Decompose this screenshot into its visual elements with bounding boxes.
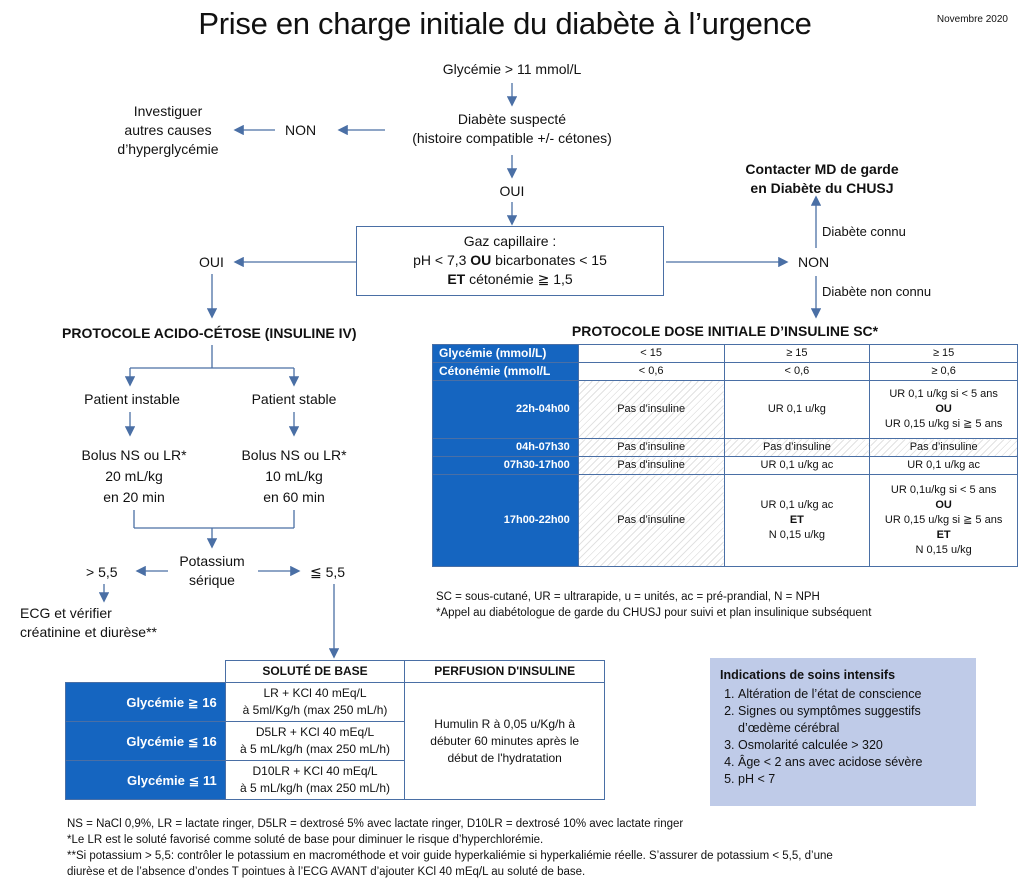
oui-left-label: OUI: [199, 254, 224, 270]
sc-17h-c3-line1: UR 0,1u/kg si < 5 ans: [890, 484, 997, 496]
solute-row1-label: Glycémie ≧ 16: [66, 683, 226, 722]
solute-row2-label: Glycémie ≦ 16: [66, 722, 226, 761]
solute-row3-label: Glycémie ≦ 11: [66, 761, 226, 800]
indication-item: 4. Âge < 2 ans avec acidose sévère: [738, 754, 966, 771]
potassium-serique: [162, 552, 262, 590]
sc-22h-c3-ou: OU: [935, 403, 952, 415]
sc-cetonemie-c3: ≥ 0,6: [870, 363, 1018, 381]
sc-row-glycemie: [433, 345, 1018, 363]
solute-row3-value: [225, 761, 405, 800]
indications-list: [720, 686, 966, 788]
indication-item: 5. pH < 7: [738, 771, 966, 788]
sc-07h30-c3: UR 0,1 u/kg ac: [870, 457, 1018, 475]
k-high-label: > 5,5: [86, 564, 118, 580]
bolus1-line1: Bolus NS ou LR*: [81, 447, 187, 463]
solute-row1-line2: à 5ml/Kg/h (max 250 mL/h): [242, 703, 388, 717]
sc-07h30-c1: Pas d'insuline: [578, 457, 724, 475]
solute-header-perfusion: PERFUSION D'INSULINE: [405, 661, 605, 683]
date-label: Novembre 2020: [936, 14, 1008, 25]
solute-row-1: [66, 683, 605, 722]
sc-note1: SC = sous-cutané, UR = ultrarapide, u = unités, ac = pré-prandial, N = NPH: [436, 591, 820, 603]
bolus-stable: [230, 445, 358, 508]
sc-22h-c1: Pas d’insuline: [578, 381, 724, 439]
gaz-bicarb: bicarbonates < 15: [491, 252, 607, 268]
sc-22h-c3-line1: UR 0,1 u/kg si < 5 ans: [889, 388, 998, 400]
indication-item: 2. Signes ou symptômes suggestifs d’œdème cérébral: [738, 703, 966, 737]
investiguer-text: [105, 102, 231, 159]
sc-04h-c2: Pas d’insuline: [724, 439, 870, 457]
solute-row3-line1: D10LR + KCl 40 mEq/L: [252, 764, 378, 778]
solute-row2-line1: D5LR + KCl 40 mEq/L: [255, 725, 375, 739]
sc-time-04h: 04h-07h30: [433, 439, 579, 457]
sc-04h-c1: Pas d’insuline: [578, 439, 724, 457]
sc-17h-c3-ou: OU: [935, 499, 952, 511]
perfusion-cell: [405, 683, 605, 800]
patient-stable: Patient stable: [251, 391, 337, 407]
perfusion-line2: débuter 60 minutes après le: [430, 733, 580, 748]
sc-22h-c2: UR 0,1 u/kg: [724, 381, 870, 439]
sc-glycemie-c1: < 15: [578, 345, 724, 363]
footnote-4: diurèse et de l’absence d’ondes T pointues à l’ECG AVANT d’ajouter KCl 40 mEq/L au soluté de base.: [67, 866, 586, 878]
footnote-3: **Si potassium > 5,5: contrôler le potassium en macrométhode et voir guide hyperkaliémie si hyperkaliémie réelle. S’assurer de potassium < 5,5, d’une: [67, 850, 833, 862]
k-low-label: ≦ 5,5: [310, 564, 346, 580]
sc-row-17h: [433, 475, 1018, 567]
gaz-line3: [357, 270, 663, 289]
sc-17h-c3: [870, 475, 1018, 567]
sc-17h-c1: Pas d’insuline: [578, 475, 724, 567]
solute-header-base: SOLUTÉ DE BASE: [225, 661, 405, 683]
gaz-line2: [357, 251, 663, 270]
gaz-cetonemie: cétonémie ≧ 1,5: [465, 271, 573, 287]
sc-22h-c3: [870, 381, 1018, 439]
solute-row3-line2: à 5 mL/kg/h (max 250 mL/h): [239, 781, 391, 795]
investiguer-line1: Investiguer: [133, 103, 203, 119]
diabete-suspecte: [380, 110, 644, 148]
potassium-line2: sérique: [189, 572, 235, 588]
contact-line2: en Diabète du CHUSJ: [750, 180, 894, 196]
sc-time-22h: 22h-04h00: [433, 381, 579, 439]
ecg-text: [20, 604, 157, 642]
perfusion-line3: début de l'hydratation: [447, 750, 562, 765]
non-right-label: NON: [798, 254, 830, 270]
sc-glycemie-c2: ≥ 15: [724, 345, 870, 363]
solute-row2-value: [225, 722, 405, 761]
sc-cetonemie-label: Cétonémie (mmol/L: [433, 363, 579, 381]
non-left-label: NON: [285, 122, 317, 138]
suspect-line2: (histoire compatible +/- cétones): [412, 130, 612, 146]
sc-protocol-table: [432, 344, 1018, 567]
investiguer-line3: d’hyperglycémie: [117, 141, 219, 157]
sc-cetonemie-c2: < 0,6: [724, 363, 870, 381]
sc-notes: [436, 589, 871, 621]
solute-table: [65, 660, 605, 800]
sc-time-17h: 17h00-22h00: [433, 475, 579, 567]
solute-header-empty: [66, 661, 226, 683]
sc-17h-c2-line1: UR 0,1 u/kg ac: [760, 499, 834, 511]
contacter-md: [722, 160, 922, 198]
sc-protocol-title: PROTOCOLE DOSE INITIALE D’INSULINE SC*: [571, 323, 879, 339]
diabete-connu-label: Diabète connu: [822, 224, 906, 239]
suspect-line1: Diabète suspecté: [457, 111, 567, 127]
page-title: Prise en charge initiale du diabète à l’urgence: [198, 6, 812, 41]
perfusion-line1: Humulin R à 0,05 u/Kg/h à: [434, 716, 576, 731]
footnote-1: NS = NaCl 0,9%, LR = lactate ringer, D5LR = dextrosé 5% avec lactate ringer, D10LR = dextrosé 10% avec lactate ringer: [67, 818, 684, 830]
investiguer-line2: autres causes: [124, 122, 212, 138]
sc-note2: *Appel au diabétologue de garde du CHUSJ pour suivi et plan insulinique subséquent: [436, 607, 872, 619]
indications-box: [710, 658, 976, 806]
sc-glycemie-c3: ≥ 15: [870, 345, 1018, 363]
potassium-line1: Potassium: [179, 553, 245, 569]
sc-row-07h30: [433, 457, 1018, 475]
bolus2-line2: 10 mL/kg: [265, 468, 323, 484]
gaz-capillaire-box: [356, 226, 664, 296]
ecg-line1: ECG et vérifier: [20, 605, 112, 621]
solute-header-row: [66, 661, 605, 683]
gaz-ph: pH < 7,3: [413, 252, 471, 268]
ecg-line2: créatinine et diurèse**: [20, 624, 157, 640]
contact-line1: Contacter MD de garde: [745, 161, 899, 177]
sc-row-22h: [433, 381, 1018, 439]
protocole-iv-title: PROTOCOLE ACIDO-CÉTOSE (INSULINE IV): [62, 325, 357, 341]
sc-17h-c2: [724, 475, 870, 567]
indications-title: Indications de soins intensifs: [720, 668, 896, 682]
sc-17h-c3-line3: UR 0,15 u/kg si ≧ 5 ans: [884, 514, 1003, 526]
sc-07h30-c2: UR 0,1 u/kg ac: [724, 457, 870, 475]
sc-row-04h: [433, 439, 1018, 457]
gaz-ou: OU: [470, 252, 492, 268]
sc-17h-c3-et: ET: [936, 529, 951, 541]
sc-time-07h30: 07h30-17h00: [433, 457, 579, 475]
sc-glycemie-label: Glycémie (mmol/L): [433, 345, 579, 363]
indication-item: 1. Altération de l’état de conscience: [738, 686, 966, 703]
sc-row-cetonemie: [433, 363, 1018, 381]
gaz-et: ET: [447, 271, 466, 287]
sc-17h-c2-line3: N 0,15 u/kg: [768, 529, 826, 541]
bolus1-line3: en 20 min: [103, 489, 165, 505]
sc-17h-c3-line5: N 0,15 u/kg: [915, 544, 972, 556]
solute-row1-line1: LR + KCl 40 mEq/L: [263, 686, 367, 700]
solute-row1-value: [225, 683, 405, 722]
diabete-non-connu-label: Diabète non connu: [822, 284, 932, 299]
glycemie-start: Glycémie > 11 mmol/L: [442, 61, 582, 77]
sc-04h-c3: Pas d’insuline: [870, 439, 1018, 457]
bolus1-line2: 20 mL/kg: [105, 468, 163, 484]
bolus2-line3: en 60 min: [263, 489, 325, 505]
gaz-line1: Gaz capillaire :: [463, 233, 557, 249]
patient-instable: Patient instable: [84, 391, 180, 407]
solute-row2-line2: à 5 mL/kg/h (max 250 mL/h): [239, 742, 391, 756]
footnote-2: *Le LR est le soluté favorisé comme soluté de base pour diminuer le risque d’hyperchlorémie.: [67, 834, 544, 846]
bolus2-line1: Bolus NS ou LR*: [241, 447, 347, 463]
oui-mid-label: OUI: [499, 183, 525, 199]
sc-17h-c2-et: ET: [789, 514, 804, 526]
indication-item: 3. Osmolarité calculée > 320: [738, 737, 966, 754]
sc-cetonemie-c1: < 0,6: [578, 363, 724, 381]
bolus-instable: [70, 445, 198, 508]
sc-22h-c3-line3: UR 0,15 u/kg si ≧ 5 ans: [884, 418, 1003, 430]
